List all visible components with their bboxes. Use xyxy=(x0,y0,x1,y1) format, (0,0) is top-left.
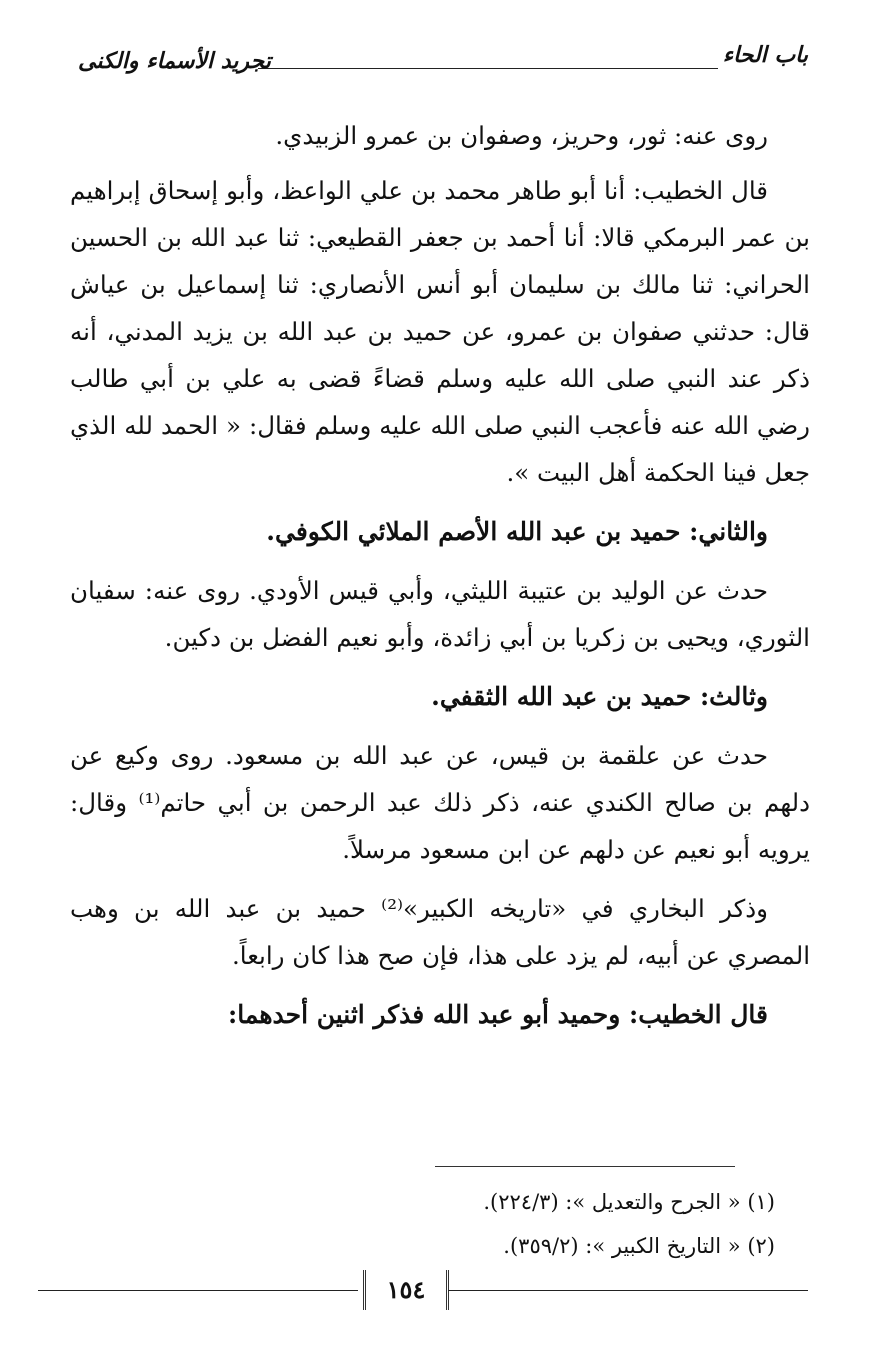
paragraph: حدث عن علقمة بن قيس، عن عبد الله بن مسعود. روى وكيع عن دلهم بن صالح الكندي عنه، ذكر ذلك عبد الرحمن بن أبي حاتم⁽¹⁾ وقال: يرويه أبو نعيم عن دلهم عن ابن مسعود مرسلاً. xyxy=(70,741,810,864)
footnote-2: (٢) « التاريخ الكبير »: (٣٥٩/٢). xyxy=(503,1234,775,1258)
footnote-separator xyxy=(435,1166,735,1167)
page-footer xyxy=(38,1268,808,1318)
footer-rule-left xyxy=(38,1290,358,1291)
paragraph: روى عنه: ثور، وحريز، وصفوان بن عمرو الزبيدي. xyxy=(275,121,768,150)
paragraph: قال الخطيب: أنا أبو طاهر محمد بن علي الواعظ، وأبو إسحاق إبراهيم بن عمر البرمكي قالا: أنا أحمد بن جعفر القطيعي: ثنا عبد الله بن الحسين الحراني: ثنا مالك بن سليمان أبو أنس الأنصاري: ثنا إسماعيل بن عياش قال: حدثني صفوان بن عمرو، عن حميد بن عبد الله بن يزيد المدني، أنه ذكر عند النبي صلى الله عليه وسلم قضاءً قضى به علي بن أبي طالب رضي الله عنه فأعجب النبي صلى الله عليه وسلم فقال: « الحمد لله الذي جعل فينا الحكمة أهل البيت ». xyxy=(70,176,810,487)
book-title: تجريد الأسماء والكنى xyxy=(78,48,271,74)
page-number: ١٥٤ xyxy=(363,1270,449,1310)
section-heading: قال الخطيب: وحميد أبو عبد الله فذكر اثنين أحدهما: xyxy=(228,1000,768,1029)
paragraph: وذكر البخاري في «تاريخه الكبير»⁽²⁾ حميد بن عبد الله بن وهب المصري عن أبيه، لم يزد على هذا، فإن صح هذا كان رابعاً. xyxy=(70,894,810,970)
footnote-1: (١) « الجرح والتعديل »: (٢٢٤/٣). xyxy=(483,1190,775,1214)
paragraph: حدث عن الوليد بن عتيبة الليثي، وأبي قيس الأودي. روى عنه: سفيان الثوري، ويحيى بن زكريا بن أبي زائدة، وأبو نعيم الفضل بن دكين. xyxy=(70,576,810,652)
footnotes xyxy=(175,1180,775,1268)
header-rule xyxy=(258,68,718,69)
chapter-title: باب الحاء xyxy=(722,42,808,68)
section-heading: والثاني: حميد بن عبد الله الأصم الملائي الكوفي. xyxy=(266,517,768,546)
section-heading: وثالث: حميد بن عبد الله الثقفي. xyxy=(431,682,768,711)
running-header xyxy=(78,40,808,80)
main-text xyxy=(70,112,810,1050)
footer-rule-right xyxy=(448,1290,808,1291)
